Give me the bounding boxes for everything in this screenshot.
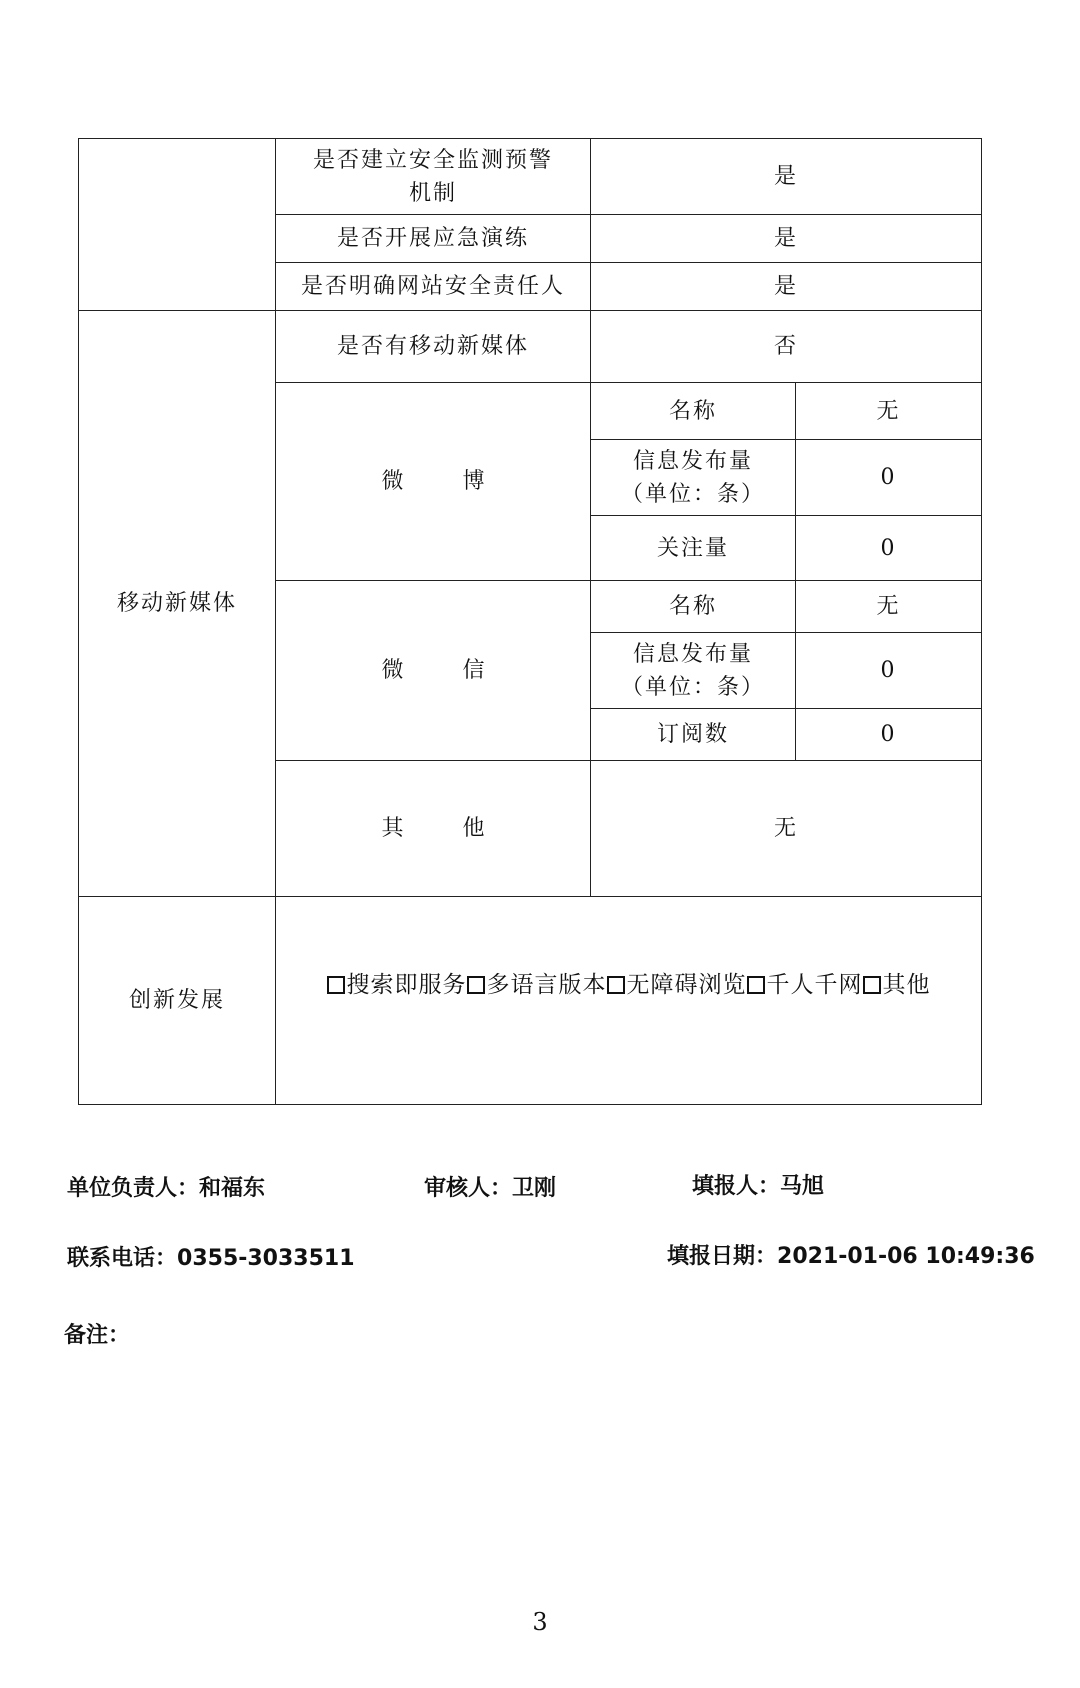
checkbox-other[interactable]: 其他	[863, 972, 931, 998]
emergency-drill-value: 是	[591, 215, 982, 263]
wechat-posts-value: 0	[796, 633, 982, 709]
other-media-label: 其 他	[276, 761, 591, 897]
page-number: 3	[532, 1608, 548, 1636]
unit-head: 单位负责人：和福东	[67, 1176, 266, 1201]
checkbox-icon	[747, 976, 765, 994]
checkbox-icon	[863, 976, 881, 994]
contact-phone: 联系电话：0355-3033511	[67, 1246, 355, 1271]
wechat-subscribers-label: 订阅数	[591, 709, 796, 761]
checkbox-icon	[467, 976, 485, 994]
other-media-value: 无	[591, 761, 982, 897]
checkbox-accessibility[interactable]: 无障碍浏览	[607, 972, 747, 998]
wechat-name-value: 无	[796, 581, 982, 633]
report-table	[78, 138, 982, 1105]
weibo-followers-value: 0	[796, 516, 982, 581]
has-mobile-media-label: 是否有移动新媒体	[276, 311, 591, 383]
checkbox-icon	[327, 976, 345, 994]
weibo-posts-label: 信息发布量 （单位：条）	[591, 440, 796, 516]
security-monitoring-value: 是	[591, 139, 982, 215]
remark: 备注：	[64, 1323, 131, 1348]
emergency-drill-label: 是否开展应急演练	[276, 215, 591, 263]
wechat-name-label: 名称	[591, 581, 796, 633]
security-officer-value: 是	[591, 263, 982, 311]
reviewer: 审核人：卫刚	[424, 1176, 557, 1201]
security-monitoring-label: 是否建立安全监测预警机制	[276, 139, 591, 215]
weibo-posts-value: 0	[796, 440, 982, 516]
checkbox-icon	[607, 976, 625, 994]
fill-date: 填报日期：2021-01-06 10:49:36	[667, 1244, 1035, 1269]
wechat-subscribers-value: 0	[796, 709, 982, 761]
weibo-name-value: 无	[796, 383, 982, 440]
security-section-cell	[79, 139, 276, 311]
wechat-posts-label: 信息发布量 （单位：条）	[591, 633, 796, 709]
checkbox-multilingual[interactable]: 多语言版本	[467, 972, 607, 998]
filler: 填报人：马旭	[692, 1174, 825, 1199]
weibo-followers-label: 关注量	[591, 516, 796, 581]
weibo-label: 微 博	[276, 383, 591, 581]
mobile-media-section-label: 移动新媒体	[79, 311, 276, 897]
checkbox-personalized[interactable]: 千人千网	[747, 972, 863, 998]
innovation-options	[276, 897, 982, 1105]
security-officer-label: 是否明确网站安全责任人	[276, 263, 591, 311]
innovation-section-label: 创新发展	[79, 897, 276, 1105]
has-mobile-media-value: 否	[591, 311, 982, 383]
checkbox-search-service[interactable]: 搜索即服务	[327, 972, 467, 998]
weibo-name-label: 名称	[591, 383, 796, 440]
wechat-label: 微 信	[276, 581, 591, 761]
